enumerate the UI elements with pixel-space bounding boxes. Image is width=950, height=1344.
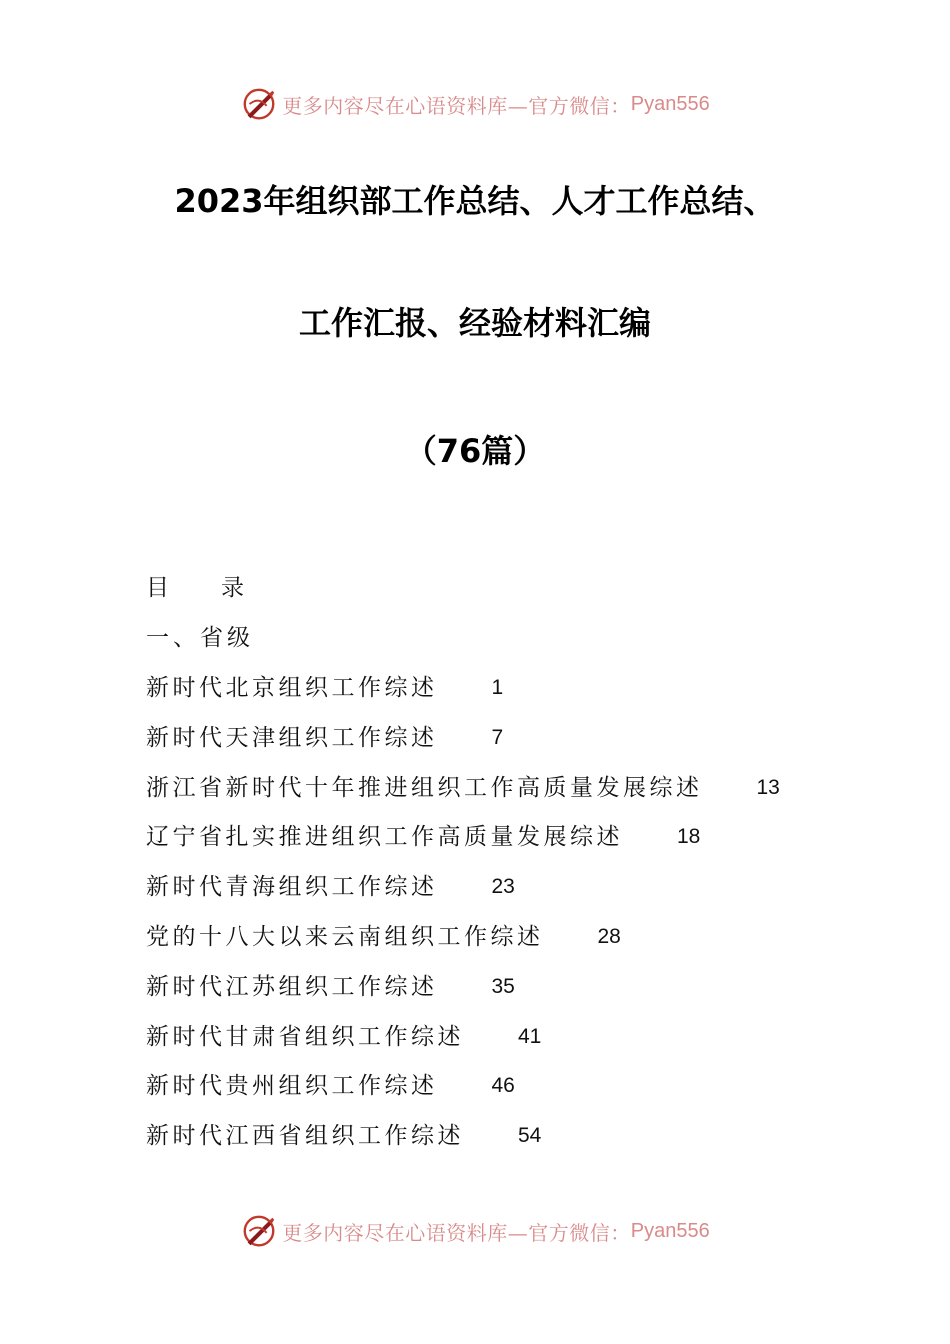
toc-entry[interactable] xyxy=(146,1114,906,1164)
document-title-line-2: 工作汇报、经验材料汇编 xyxy=(298,304,651,342)
toc-entry[interactable] xyxy=(146,815,906,865)
toc-entry[interactable] xyxy=(146,716,906,766)
toc-entry[interactable] xyxy=(146,1064,906,1114)
toc-entry-page: 1 xyxy=(491,676,504,699)
toc-entry-page: 46 xyxy=(491,1074,515,1098)
toc-entry[interactable] xyxy=(146,766,906,816)
toc-entry-page: 28 xyxy=(597,924,621,948)
toc-entry-page: 23 xyxy=(491,875,515,899)
toc-entry[interactable] xyxy=(146,666,906,716)
toc-entry-title: 新时代江西省组织工作综述 xyxy=(146,1123,464,1150)
toc-heading-right: 录 xyxy=(221,575,244,601)
toc-heading xyxy=(146,566,906,616)
toc-entry-page: 54 xyxy=(518,1124,542,1148)
watermark-text: 更多内容尽在心语资料库—官方微信： xyxy=(282,93,631,118)
toc-entry-title: 新时代青海组织工作综述 xyxy=(146,874,438,901)
toc-entry-title: 新时代天津组织工作综述 xyxy=(146,724,438,751)
document-count: （76篇） xyxy=(404,432,546,470)
toc-entry-page: 18 xyxy=(677,825,701,849)
table-of-contents xyxy=(146,566,906,1164)
toc-entry-title: 辽宁省扎实推进组织工作高质量发展综述 xyxy=(146,824,623,851)
pen-logo-icon xyxy=(240,1212,278,1250)
toc-entry-title: 浙江省新时代十年推进组织工作高质量发展综述 xyxy=(146,774,703,801)
toc-heading-left: 目 xyxy=(146,575,169,601)
toc-entry-title: 新时代甘肃省组织工作综述 xyxy=(146,1023,464,1050)
document-title-line-1: 2023年组织部工作总结、人才工作总结、 xyxy=(174,182,776,220)
toc-entry[interactable] xyxy=(146,865,906,915)
pen-logo-icon xyxy=(240,85,278,123)
toc-entry-page: 35 xyxy=(491,974,515,998)
watermark-text: 更多内容尽在心语资料库—官方微信： xyxy=(282,1220,631,1245)
toc-entry-title: 党的十八大以来云南组织工作综述 xyxy=(146,923,544,950)
watermark-wechat-id: Pyan556 xyxy=(630,92,710,115)
toc-entry[interactable] xyxy=(146,915,906,965)
watermark-wechat-id: Pyan556 xyxy=(630,1219,710,1242)
toc-entry[interactable] xyxy=(146,1015,906,1065)
toc-entry-page: 13 xyxy=(756,775,780,799)
toc-entry-title: 新时代贵州组织工作综述 xyxy=(146,1073,438,1100)
footer-watermark xyxy=(0,1209,950,1253)
toc-section-title: 一、省级 xyxy=(146,625,254,651)
toc-entry-page: 7 xyxy=(491,725,504,749)
header-watermark xyxy=(0,82,950,126)
toc-entry[interactable] xyxy=(146,965,906,1015)
toc-entry-title: 新时代江苏组织工作综述 xyxy=(146,973,438,1000)
toc-entry-page: 41 xyxy=(518,1024,542,1048)
toc-entry-title: 新时代北京组织工作综述 xyxy=(146,675,438,701)
